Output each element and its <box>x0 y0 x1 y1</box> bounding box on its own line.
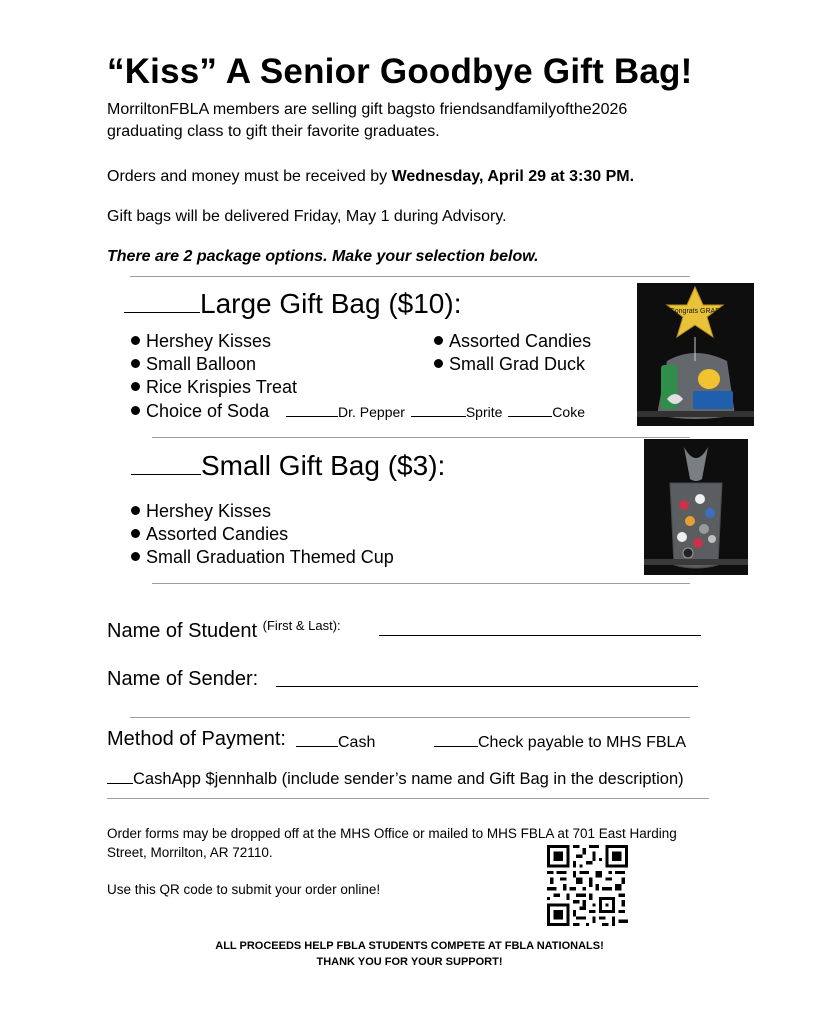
soda-sprite-blank[interactable] <box>411 416 466 417</box>
bullet-icon <box>131 506 140 515</box>
sender-name-label: Name of Sender: <box>107 668 259 690</box>
page-title: “Kiss” A Senior Goodbye Gift Bag! <box>107 52 693 91</box>
list-item <box>131 376 297 399</box>
list-item <box>434 330 591 353</box>
large-bag-heading-text: Large Gift Bag ($10): <box>200 288 462 319</box>
large-gift-bag-photo <box>637 283 754 426</box>
small-bag-heading <box>131 450 445 482</box>
small-bag-select-blank[interactable] <box>131 474 201 475</box>
student-name-label: Name of Student <box>107 620 258 642</box>
payment-cash-blank[interactable] <box>296 746 338 747</box>
soda-option-label: Sprite <box>465 404 503 420</box>
list-item <box>131 400 269 423</box>
soda-option-label: Dr. Pepper <box>338 404 405 420</box>
bullet-icon <box>131 529 140 538</box>
soda-option-label: Coke <box>552 404 585 420</box>
dropoff-line-1: Order forms may be dropped off at the MHS Office or mailed to MHS FBLA at 701 East Harding <box>107 826 677 841</box>
small-bag-heading-text: Small Gift Bag ($3): <box>201 450 446 481</box>
list-item-label: Hershey Kisses <box>146 331 272 351</box>
footer-line-2: THANK YOU FOR YOUR SUPPORT! <box>316 956 503 968</box>
large-bag-select-blank[interactable] <box>124 312 200 313</box>
qr-instruction: Use this QR code to submit your order online! <box>107 882 381 897</box>
payment-check-label: Check payable to MHS FBLA <box>478 734 687 751</box>
list-item-label: Rice Krispies Treat <box>146 377 298 397</box>
soda-dr-pepper-blank[interactable] <box>286 416 338 417</box>
bullet-icon <box>434 359 443 368</box>
divider <box>130 276 690 277</box>
payment-method-label: Method of Payment: <box>107 728 286 750</box>
payment-cashapp-option <box>107 770 684 789</box>
payment-cash-label: Cash <box>338 734 376 751</box>
payment-cash-option <box>296 732 375 754</box>
student-name-note: (First & Last): <box>262 618 341 633</box>
bullet-icon <box>131 382 140 391</box>
list-item-label: Small Graduation Themed Cup <box>146 547 394 567</box>
payment-cashapp-label: CashApp $jennhalb (include sender’s name and Gift Bag in the description) <box>133 770 684 788</box>
list-item <box>131 500 271 523</box>
payment-check-option <box>434 732 686 754</box>
list-item-label: Assorted Candies <box>449 331 592 351</box>
list-item-label: Hershey Kisses <box>146 501 272 521</box>
list-item-label: Small Balloon <box>146 354 257 374</box>
deadline-text <box>107 166 634 188</box>
list-item <box>131 523 288 546</box>
large-bag-heading <box>124 288 461 320</box>
deadline-date: Wednesday, April 29 at 3:30 PM. <box>391 168 635 185</box>
divider <box>130 717 690 718</box>
list-item-label: Choice of Soda <box>146 401 270 421</box>
list-item-label: Assorted Candies <box>146 524 289 544</box>
payment-check-blank[interactable] <box>434 746 478 747</box>
soda-options <box>286 404 585 420</box>
divider <box>152 437 690 438</box>
small-gift-bag-photo <box>644 439 748 575</box>
bullet-icon <box>131 406 140 415</box>
sender-name-input[interactable] <box>276 667 698 687</box>
bullet-icon <box>131 359 140 368</box>
divider <box>107 798 709 799</box>
payment-cashapp-blank[interactable] <box>107 783 133 784</box>
deadline-prefix: Orders and money must be received by <box>107 168 392 185</box>
footer-line-1: ALL PROCEEDS HELP FBLA STUDENTS COMPETE AT FBLA NATIONALS! <box>215 940 604 952</box>
list-item <box>131 330 271 353</box>
intro-line-2: graduating class to gift their favorite graduates. <box>107 123 440 140</box>
intro-line-1: MorriltonFBLA members are selling gift bagsto friendsandfamilyofthe2026 <box>107 101 628 118</box>
bullet-icon <box>434 336 443 345</box>
large-gift-bag-image <box>637 283 754 426</box>
divider <box>152 583 690 584</box>
student-name-field <box>107 618 341 643</box>
delivery-text: Gift bags will be delivered Friday, May 1 during Advisory. <box>107 208 507 225</box>
small-gift-bag-image <box>644 439 748 575</box>
dropoff-line-2: Street, Morrilton, AR 72110. <box>107 845 273 860</box>
list-item <box>434 353 585 376</box>
qr-code-icon[interactable] <box>547 845 628 926</box>
bullet-icon <box>131 552 140 561</box>
student-name-input[interactable] <box>379 617 701 636</box>
list-item-label: Small Grad Duck <box>449 354 586 374</box>
soda-coke-blank[interactable] <box>508 416 552 417</box>
balloon-text: Congrats GRAD <box>669 308 721 315</box>
list-item <box>131 546 394 569</box>
list-item <box>131 353 256 376</box>
options-note: There are 2 package options. Make your selection below. <box>107 248 539 265</box>
bullet-icon <box>131 336 140 345</box>
